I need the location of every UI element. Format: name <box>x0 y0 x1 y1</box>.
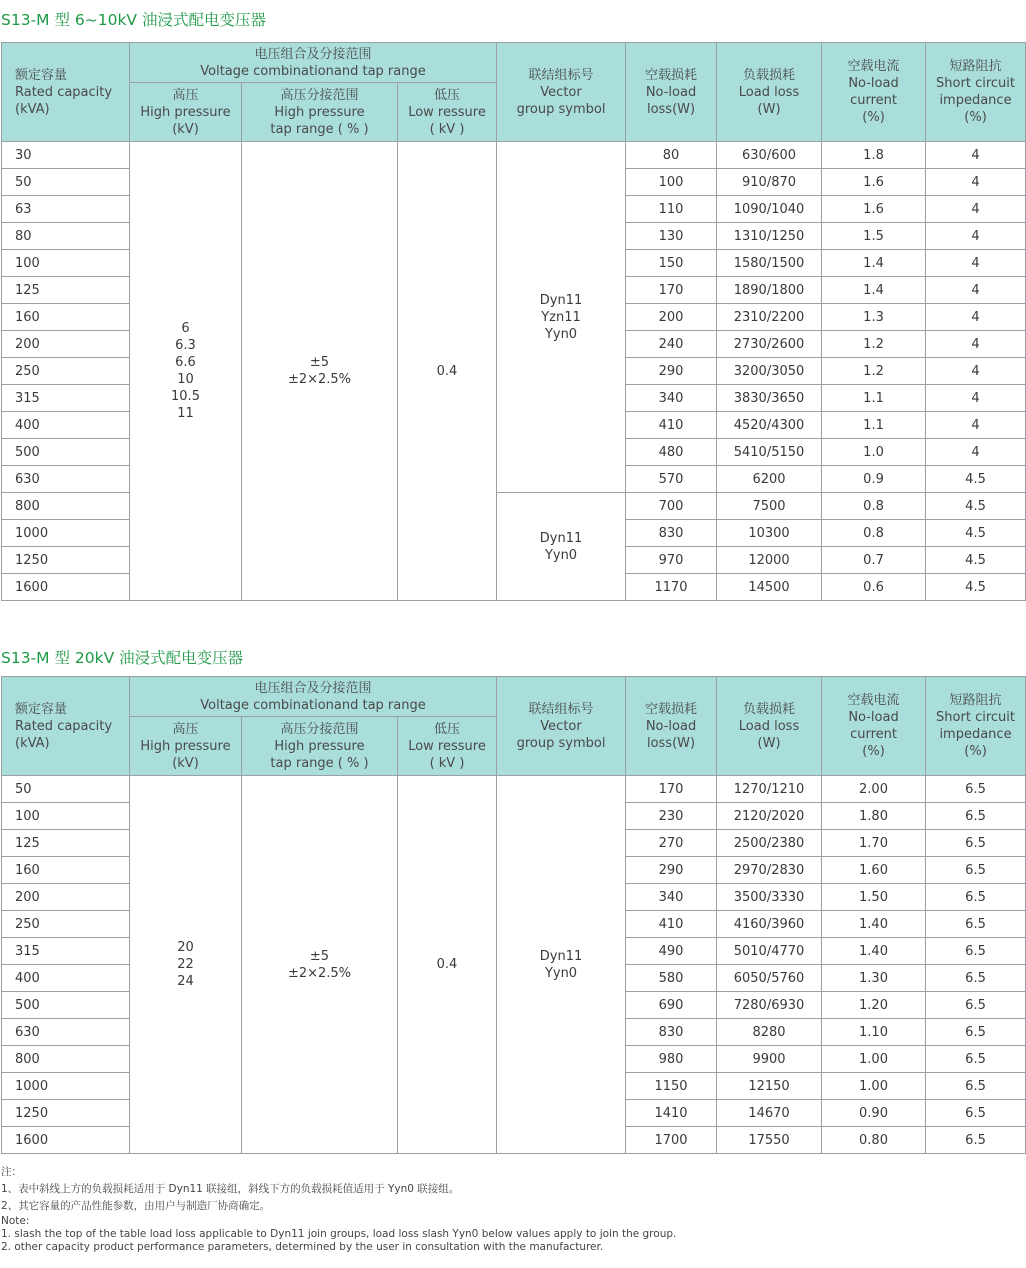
cell-capacity: 125 <box>2 830 130 857</box>
header-rated-capacity: 额定容量 Rated capacity (kVA) <box>2 43 130 142</box>
cell-noload-loss: 230 <box>626 803 717 830</box>
cell-tap-values: ±5 ±2×2.5% <box>242 776 398 1154</box>
cell-capacity: 400 <box>2 965 130 992</box>
header-high-voltage: 高压 High pressure (kV) <box>130 83 242 142</box>
cell-lv-value: 0.4 <box>398 142 497 601</box>
cell-noload-current: 1.5 <box>822 223 926 250</box>
header-voltage-combination: 电压组合及分接范围 Voltage combinationand tap range <box>130 677 497 717</box>
table-row <box>2 142 1026 169</box>
cell-capacity: 250 <box>2 911 130 938</box>
cell-noload-loss: 130 <box>626 223 717 250</box>
cell-noload-loss: 410 <box>626 412 717 439</box>
cell-load-loss: 6050/5760 <box>717 965 822 992</box>
header-noload-loss: 空载损耗 No-load loss(W) <box>626 43 717 142</box>
cell-vector-group: Dyn11 Yyn0 <box>497 776 626 1154</box>
table-2-title: S13-M 型 20kV 油浸式配电变压器 <box>1 649 244 667</box>
cell-capacity: 50 <box>2 169 130 196</box>
cell-capacity: 630 <box>2 466 130 493</box>
cell-noload-current: 0.8 <box>822 493 926 520</box>
cell-noload-current: 1.2 <box>822 358 926 385</box>
cell-noload-current: 1.00 <box>822 1073 926 1100</box>
cell-noload-loss: 830 <box>626 1019 717 1046</box>
cell-load-loss: 4520/4300 <box>717 412 822 439</box>
header-noload-current: 空载电流 No-load current (%) <box>822 677 926 776</box>
cell-noload-current: 1.30 <box>822 965 926 992</box>
cell-impedance: 6.5 <box>926 992 1026 1019</box>
note-en-2: 2. other capacity product performance parameters, determined by the user in consultation with the manufacturer. <box>1 1241 604 1253</box>
header-vector-group: 联结组标号 Vector group symbol <box>497 43 626 142</box>
cell-load-loss: 2970/2830 <box>717 857 822 884</box>
cell-noload-current: 1.3 <box>822 304 926 331</box>
cell-capacity: 315 <box>2 385 130 412</box>
cell-impedance: 4.5 <box>926 520 1026 547</box>
cell-capacity: 30 <box>2 142 130 169</box>
cell-noload-loss: 170 <box>626 277 717 304</box>
note-cn-1: 1、表中斜线上方的负载损耗适用于 Dyn11 联接组，斜线下方的负载损耗值适用于 Yyn0 联接组。 <box>1 1183 460 1195</box>
cell-load-loss: 5410/5150 <box>717 439 822 466</box>
cell-load-loss: 2120/2020 <box>717 803 822 830</box>
cell-capacity: 80 <box>2 223 130 250</box>
header-tap-range: 高压分接范围 High pressure tap range ( % ) <box>242 717 398 776</box>
cell-noload-loss: 170 <box>626 776 717 803</box>
cell-noload-loss: 980 <box>626 1046 717 1073</box>
cell-noload-current: 0.6 <box>822 574 926 601</box>
cell-impedance: 6.5 <box>926 776 1026 803</box>
cell-load-loss: 1580/1500 <box>717 250 822 277</box>
header-rated-capacity: 额定容量 Rated capacity (kVA) <box>2 677 130 776</box>
header-noload-current: 空载电流 No-load current (%) <box>822 43 926 142</box>
header-high-voltage: 高压 High pressure (kV) <box>130 717 242 776</box>
cell-impedance: 4 <box>926 277 1026 304</box>
cell-load-loss: 14500 <box>717 574 822 601</box>
cell-noload-loss: 570 <box>626 466 717 493</box>
cell-load-loss: 7500 <box>717 493 822 520</box>
cell-noload-loss: 480 <box>626 439 717 466</box>
cell-noload-loss: 200 <box>626 304 717 331</box>
cell-load-loss: 3830/3650 <box>717 385 822 412</box>
cell-noload-current: 1.1 <box>822 385 926 412</box>
cell-load-loss: 10300 <box>717 520 822 547</box>
cell-impedance: 6.5 <box>926 1046 1026 1073</box>
note-cn-2: 2、其它容量的产品性能参数，由用户与制造厂协商确定。 <box>1 1200 271 1212</box>
cell-noload-current: 1.00 <box>822 1046 926 1073</box>
cell-capacity: 315 <box>2 938 130 965</box>
notes <box>1 1164 676 1254</box>
cell-capacity: 160 <box>2 304 130 331</box>
cell-impedance: 4 <box>926 142 1026 169</box>
cell-impedance: 4.5 <box>926 493 1026 520</box>
cell-impedance: 4 <box>926 223 1026 250</box>
cell-load-loss: 630/600 <box>717 142 822 169</box>
cell-impedance: 4 <box>926 412 1026 439</box>
header-low-voltage: 低压 Low ressure ( kV ) <box>398 83 497 142</box>
cell-impedance: 6.5 <box>926 1100 1026 1127</box>
cell-noload-current: 1.60 <box>822 857 926 884</box>
cell-load-loss: 9900 <box>717 1046 822 1073</box>
cell-capacity: 1250 <box>2 547 130 574</box>
cell-noload-loss: 410 <box>626 911 717 938</box>
cell-capacity: 1250 <box>2 1100 130 1127</box>
cell-noload-current: 1.4 <box>822 250 926 277</box>
cell-noload-loss: 290 <box>626 857 717 884</box>
cell-impedance: 4 <box>926 250 1026 277</box>
cell-noload-loss: 80 <box>626 142 717 169</box>
header-vector-group: 联结组标号 Vector group symbol <box>497 677 626 776</box>
cell-noload-current: 1.40 <box>822 938 926 965</box>
cell-load-loss: 1310/1250 <box>717 223 822 250</box>
cell-load-loss: 1890/1800 <box>717 277 822 304</box>
cell-impedance: 4 <box>926 358 1026 385</box>
cell-impedance: 6.5 <box>926 911 1026 938</box>
cell-load-loss: 12150 <box>717 1073 822 1100</box>
cell-impedance: 4 <box>926 385 1026 412</box>
note-en-1: 1. slash the top of the table load loss applicable to Dyn11 join groups, load loss slash Yyn0 below values apply to join the group. <box>1 1228 677 1240</box>
cell-noload-current: 0.80 <box>822 1127 926 1154</box>
note-cn-heading: 注： <box>1 1166 22 1178</box>
cell-load-loss: 1090/1040 <box>717 196 822 223</box>
cell-impedance: 4.5 <box>926 574 1026 601</box>
cell-capacity: 400 <box>2 412 130 439</box>
header-load-loss: 负载损耗 Load loss (W) <box>717 677 822 776</box>
cell-noload-loss: 1150 <box>626 1073 717 1100</box>
cell-impedance: 4 <box>926 439 1026 466</box>
cell-capacity: 1600 <box>2 574 130 601</box>
cell-noload-loss: 1700 <box>626 1127 717 1154</box>
cell-noload-current: 1.6 <box>822 196 926 223</box>
cell-vector-group-b: Dyn11 Yyn0 <box>497 493 626 601</box>
cell-capacity: 250 <box>2 358 130 385</box>
spec-table-20kv <box>1 676 1026 1154</box>
cell-impedance: 4.5 <box>926 547 1026 574</box>
cell-load-loss: 2500/2380 <box>717 830 822 857</box>
cell-noload-current: 1.20 <box>822 992 926 1019</box>
cell-noload-current: 1.1 <box>822 412 926 439</box>
cell-noload-current: 1.80 <box>822 803 926 830</box>
header-low-voltage: 低压 Low ressure ( kV ) <box>398 717 497 776</box>
cell-noload-loss: 100 <box>626 169 717 196</box>
cell-load-loss: 910/870 <box>717 169 822 196</box>
cell-load-loss: 7280/6930 <box>717 992 822 1019</box>
cell-noload-current: 1.40 <box>822 911 926 938</box>
cell-noload-current: 0.90 <box>822 1100 926 1127</box>
header-noload-loss: 空载损耗 No-load loss(W) <box>626 677 717 776</box>
cell-capacity: 1000 <box>2 1073 130 1100</box>
cell-load-loss: 2310/2200 <box>717 304 822 331</box>
header-impedance: 短路阻抗 Short circuit impedance (%) <box>926 677 1026 776</box>
cell-load-loss: 6200 <box>717 466 822 493</box>
cell-noload-current: 0.7 <box>822 547 926 574</box>
header-tap-range: 高压分接范围 High pressure tap range ( % ) <box>242 83 398 142</box>
cell-noload-current: 1.8 <box>822 142 926 169</box>
cell-noload-current: 0.9 <box>822 466 926 493</box>
cell-impedance: 6.5 <box>926 884 1026 911</box>
cell-impedance: 6.5 <box>926 803 1026 830</box>
cell-noload-loss: 830 <box>626 520 717 547</box>
note-en-heading: Note: <box>1 1215 30 1227</box>
cell-capacity: 50 <box>2 776 130 803</box>
cell-load-loss: 14670 <box>717 1100 822 1127</box>
cell-lv-value: 0.4 <box>398 776 497 1154</box>
cell-impedance: 6.5 <box>926 1127 1026 1154</box>
cell-load-loss: 3500/3330 <box>717 884 822 911</box>
cell-noload-loss: 970 <box>626 547 717 574</box>
cell-vector-group-a: Dyn11 Yzn11 Yyn0 <box>497 142 626 493</box>
cell-noload-loss: 290 <box>626 358 717 385</box>
cell-noload-current: 1.4 <box>822 277 926 304</box>
cell-noload-current: 1.70 <box>822 830 926 857</box>
cell-impedance: 4 <box>926 304 1026 331</box>
cell-capacity: 200 <box>2 884 130 911</box>
cell-impedance: 4.5 <box>926 466 1026 493</box>
header-impedance: 短路阻抗 Short circuit impedance (%) <box>926 43 1026 142</box>
cell-capacity: 630 <box>2 1019 130 1046</box>
cell-capacity: 800 <box>2 493 130 520</box>
cell-noload-loss: 340 <box>626 385 717 412</box>
cell-noload-loss: 240 <box>626 331 717 358</box>
cell-noload-loss: 690 <box>626 992 717 1019</box>
cell-capacity: 125 <box>2 277 130 304</box>
cell-capacity: 1000 <box>2 520 130 547</box>
spec-table-6-10kv <box>1 42 1026 601</box>
cell-load-loss: 3200/3050 <box>717 358 822 385</box>
table-1-title: S13-M 型 6~10kV 油浸式配电变压器 <box>1 11 266 29</box>
cell-noload-current: 2.00 <box>822 776 926 803</box>
cell-impedance: 6.5 <box>926 1073 1026 1100</box>
cell-load-loss: 1270/1210 <box>717 776 822 803</box>
cell-noload-current: 1.50 <box>822 884 926 911</box>
cell-noload-loss: 270 <box>626 830 717 857</box>
cell-noload-current: 1.6 <box>822 169 926 196</box>
cell-load-loss: 5010/4770 <box>717 938 822 965</box>
cell-noload-loss: 110 <box>626 196 717 223</box>
cell-capacity: 800 <box>2 1046 130 1073</box>
cell-noload-loss: 700 <box>626 493 717 520</box>
cell-noload-loss: 1410 <box>626 1100 717 1127</box>
cell-capacity: 63 <box>2 196 130 223</box>
cell-load-loss: 12000 <box>717 547 822 574</box>
cell-noload-loss: 580 <box>626 965 717 992</box>
cell-capacity: 1600 <box>2 1127 130 1154</box>
cell-load-loss: 8280 <box>717 1019 822 1046</box>
cell-hv-values: 20 22 24 <box>130 776 242 1154</box>
cell-capacity: 100 <box>2 803 130 830</box>
cell-impedance: 6.5 <box>926 1019 1026 1046</box>
cell-capacity: 100 <box>2 250 130 277</box>
cell-capacity: 200 <box>2 331 130 358</box>
cell-impedance: 6.5 <box>926 965 1026 992</box>
cell-load-loss: 17550 <box>717 1127 822 1154</box>
cell-noload-current: 1.2 <box>822 331 926 358</box>
cell-impedance: 4 <box>926 169 1026 196</box>
cell-capacity: 500 <box>2 439 130 466</box>
cell-load-loss: 2730/2600 <box>717 331 822 358</box>
cell-impedance: 4 <box>926 331 1026 358</box>
cell-impedance: 6.5 <box>926 938 1026 965</box>
cell-impedance: 6.5 <box>926 830 1026 857</box>
cell-impedance: 6.5 <box>926 857 1026 884</box>
cell-noload-current: 0.8 <box>822 520 926 547</box>
header-voltage-combination: 电压组合及分接范围 Voltage combinationand tap range <box>130 43 497 83</box>
cell-noload-loss: 150 <box>626 250 717 277</box>
cell-noload-current: 1.0 <box>822 439 926 466</box>
cell-noload-loss: 1170 <box>626 574 717 601</box>
cell-noload-loss: 490 <box>626 938 717 965</box>
cell-hv-values: 6 6.3 6.6 10 10.5 11 <box>130 142 242 601</box>
cell-capacity: 160 <box>2 857 130 884</box>
cell-noload-current: 1.10 <box>822 1019 926 1046</box>
cell-noload-loss: 340 <box>626 884 717 911</box>
cell-capacity: 500 <box>2 992 130 1019</box>
cell-load-loss: 4160/3960 <box>717 911 822 938</box>
header-load-loss: 负载损耗 Load loss (W) <box>717 43 822 142</box>
table-row <box>2 776 1026 803</box>
cell-impedance: 4 <box>926 196 1026 223</box>
cell-tap-values: ±5 ±2×2.5% <box>242 142 398 601</box>
